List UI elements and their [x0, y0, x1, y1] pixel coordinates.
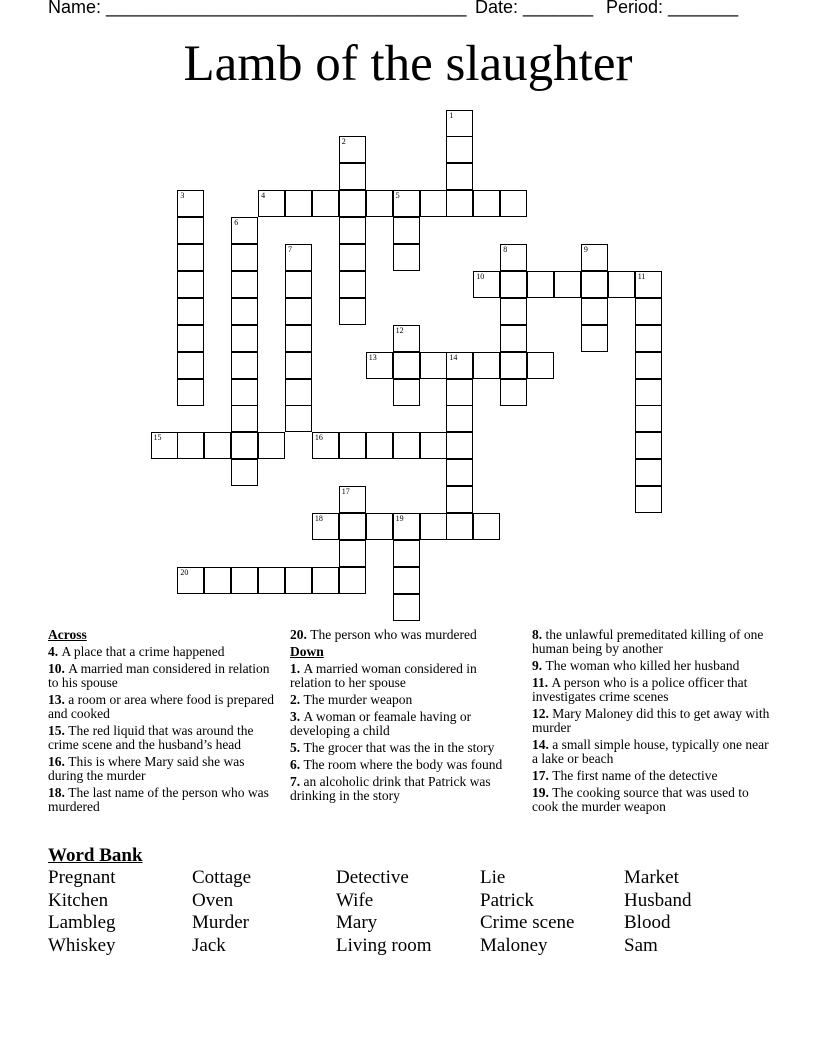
crossword-cell[interactable] [527, 352, 554, 379]
clue-item [48, 645, 278, 659]
clue-text: The first name of the detective [552, 768, 718, 783]
clue-text: an alcoholic drink that Patrick was drinking in the story [290, 774, 491, 803]
crossword-cell[interactable] [204, 432, 231, 459]
crossword-cell[interactable] [177, 325, 204, 352]
clue-number: 8. [532, 627, 546, 642]
crossword-cell[interactable] [446, 486, 473, 513]
crossword-cell[interactable] [231, 271, 258, 298]
clue-section-heading: Across [48, 627, 87, 642]
crossword-cell[interactable] [393, 432, 420, 459]
clue-item [290, 693, 515, 707]
crossword-cell[interactable] [393, 325, 420, 352]
crossword-cell[interactable] [177, 244, 204, 271]
clue-text: The grocer that was the in the story [303, 740, 495, 755]
crossword-cell[interactable] [339, 298, 366, 325]
word-bank-word: Murder [192, 912, 249, 934]
crossword-cell[interactable] [554, 271, 581, 298]
word-bank-word: Jack [192, 935, 226, 957]
crossword-cell[interactable] [393, 190, 420, 217]
crossword-cell[interactable] [312, 190, 339, 217]
crossword-cell[interactable] [393, 513, 420, 540]
crossword-cell[interactable] [420, 352, 447, 379]
crossword-cell[interactable] [231, 217, 258, 244]
crossword-cell[interactable] [339, 540, 366, 567]
clue-text: The red liquid that was around the crime scene and the husband’s head [48, 723, 254, 752]
word-bank-word: Lambleg [48, 912, 116, 934]
crossword-cell[interactable] [420, 190, 447, 217]
crossword-cell[interactable] [339, 163, 366, 190]
word-bank-word: Blood [624, 912, 671, 934]
clue-item [532, 707, 772, 735]
crossword-cell[interactable] [473, 190, 500, 217]
clue-number: 3 [180, 191, 185, 201]
crossword-cell[interactable] [393, 594, 420, 621]
crossword-cell[interactable] [285, 325, 312, 352]
crossword-cell[interactable] [177, 271, 204, 298]
crossword-cell[interactable] [500, 352, 527, 379]
crossword-cell[interactable] [635, 405, 662, 432]
crossword-cell[interactable] [258, 432, 285, 459]
clue-section-heading: Down [290, 644, 324, 659]
clue-item [532, 769, 772, 783]
crossword-cell[interactable] [635, 325, 662, 352]
crossword-cell[interactable] [393, 217, 420, 244]
crossword-cell[interactable] [258, 567, 285, 594]
crossword-cell[interactable] [231, 459, 258, 486]
crossword-cell[interactable] [366, 352, 393, 379]
crossword-cell[interactable] [446, 163, 473, 190]
clue-number: 15. [48, 723, 69, 738]
clue-text: A place that a crime happened [61, 644, 225, 659]
clue-number: 4 [261, 191, 266, 201]
crossword-cell[interactable] [339, 136, 366, 163]
crossword-cell[interactable] [339, 271, 366, 298]
clue-item [290, 775, 515, 803]
crossword-cell[interactable] [177, 379, 204, 406]
crossword-cell[interactable] [446, 432, 473, 459]
word-bank-word: Husband [624, 889, 692, 911]
crossword-cell[interactable] [231, 325, 258, 352]
crossword-cell[interactable] [285, 567, 312, 594]
clue-number: 9. [532, 658, 546, 673]
clue-number: 12. [532, 706, 553, 721]
crossword-cell[interactable] [446, 513, 473, 540]
clue-number: 19. [532, 785, 553, 800]
clue-number: 3. [290, 709, 304, 724]
clue-number: 2. [290, 692, 304, 707]
crossword-cell[interactable] [285, 298, 312, 325]
crossword-cell[interactable] [581, 325, 608, 352]
word-bank-word: Whiskey [48, 935, 116, 957]
crossword-cell[interactable] [635, 352, 662, 379]
clue-text: A married woman considered in relation to her spouse [290, 661, 477, 690]
clue-number: 5. [290, 740, 304, 755]
crossword-cell[interactable] [500, 271, 527, 298]
clue-number: 15 [153, 433, 162, 443]
clue-column-2 [290, 628, 515, 806]
crossword-cell[interactable] [312, 432, 339, 459]
clue-number: 7 [288, 245, 292, 254]
clue-number: 5 [395, 191, 400, 201]
word-bank-word: Detective [336, 867, 409, 888]
clue-text: The woman who killed her husband [545, 658, 740, 673]
word-bank-word: Crime scene [480, 912, 575, 934]
clue-number: 9 [583, 245, 588, 254]
crossword-cell[interactable] [151, 432, 178, 459]
clue-item [48, 755, 278, 783]
crossword-cell[interactable] [446, 459, 473, 486]
crossword-cell[interactable] [285, 352, 312, 379]
clue-text: This is where Mary said she was during the murder [48, 754, 245, 783]
crossword-cell[interactable] [500, 190, 527, 217]
clue-item [290, 628, 515, 642]
clue-item [290, 758, 515, 772]
crossword-cell[interactable] [231, 567, 258, 594]
clue-text: The last name of the person who was murdered [48, 785, 269, 814]
clue-item [290, 741, 515, 755]
clue-item [290, 710, 515, 738]
crossword-cell[interactable] [177, 567, 204, 594]
crossword-cell[interactable] [393, 352, 420, 379]
crossword-cell[interactable] [285, 271, 312, 298]
clue-text: a room or area where food is prepared and cooked [48, 692, 275, 721]
crossword-cell[interactable] [393, 379, 420, 406]
word-bank-word: Market [624, 867, 679, 888]
clue-item [290, 662, 515, 690]
clue-text: The cooking source that was used to cook the murder weapon [532, 785, 749, 814]
crossword-cell[interactable] [339, 486, 366, 513]
clue-text: the unlawful premeditated killing of one human being by another [532, 627, 764, 656]
crossword-cell[interactable] [393, 540, 420, 567]
word-bank-word: Cottage [192, 867, 252, 888]
clue-text: The room where the body was found [303, 757, 503, 772]
crossword-cell[interactable] [339, 190, 366, 217]
crossword-cell[interactable] [258, 190, 285, 217]
clue-item [532, 786, 772, 814]
crossword-cell[interactable] [177, 298, 204, 325]
crossword-cell[interactable] [393, 244, 420, 271]
word-bank-word: Kitchen [48, 889, 109, 911]
crossword-cell[interactable] [231, 405, 258, 432]
crossword-cell[interactable] [366, 432, 393, 459]
word-bank-word: Wife [336, 889, 374, 911]
word-bank-word: Maloney [480, 935, 548, 957]
clue-text: a small simple house, typically one near a lake or beach [532, 737, 769, 766]
crossword-cell[interactable] [635, 298, 662, 325]
crossword-cell[interactable] [608, 271, 635, 298]
clue-text: The person who was murdered [310, 627, 477, 642]
clue-column-3 [532, 628, 772, 817]
clue-item [532, 659, 772, 673]
clue-number: 7. [290, 774, 304, 789]
crossword-cell[interactable] [446, 379, 473, 406]
clue-number: 18. [48, 785, 69, 800]
crossword-cell[interactable] [473, 513, 500, 540]
clue-number: 10. [48, 661, 69, 676]
clue-number: 2 [341, 137, 346, 147]
clue-text: A married man considered in relation to his spouse [48, 661, 270, 690]
crossword-cell[interactable] [473, 352, 500, 379]
clue-number: 20 [180, 567, 189, 577]
clue-item [48, 693, 278, 721]
crossword-cell[interactable] [635, 486, 662, 513]
clue-number: 17 [341, 487, 350, 497]
crossword-cell[interactable] [446, 405, 473, 432]
clue-number: 12 [395, 325, 404, 335]
word-bank-word: Lie [480, 867, 506, 888]
clue-number: 14 [449, 352, 458, 362]
crossword-cell[interactable] [446, 352, 473, 379]
clue-number: 8 [503, 245, 508, 254]
clue-item [532, 628, 772, 656]
clue-number: 17. [532, 768, 553, 783]
crossword-cell[interactable] [635, 379, 662, 406]
clue-item [532, 738, 772, 766]
clue-number: 18 [314, 514, 323, 523]
clue-text: A person who is a police officer that investigates crime scenes [532, 675, 748, 704]
crossword-cell[interactable] [231, 432, 258, 459]
crossword-cell[interactable] [177, 352, 204, 379]
crossword-cell[interactable] [366, 513, 393, 540]
crossword-cell[interactable] [177, 190, 204, 217]
clue-item [48, 724, 278, 752]
word-bank-title: Word Bank [48, 845, 143, 866]
clue-number: 1 [449, 110, 454, 120]
crossword-cell[interactable] [635, 271, 662, 298]
period-field[interactable]: Period: _______ [606, 0, 739, 17]
crossword-cell[interactable] [339, 217, 366, 244]
crossword-cell[interactable] [420, 432, 447, 459]
crossword-cell[interactable] [339, 244, 366, 271]
word-bank-word: Living room [336, 935, 432, 957]
clue-number: 6 [234, 218, 239, 228]
name-field[interactable]: Name: ____________________________________ [48, 0, 467, 17]
crossword-cell[interactable] [177, 432, 204, 459]
crossword-cell[interactable] [446, 110, 473, 137]
word-bank-word: Mary [336, 912, 378, 934]
clue-number: 10 [476, 271, 485, 281]
clue-number: 16 [314, 433, 323, 443]
crossword-cell[interactable] [473, 271, 500, 298]
clue-number: 13. [48, 692, 69, 707]
crossword-cell[interactable] [285, 244, 312, 271]
crossword-cell[interactable] [581, 271, 608, 298]
clue-text: The murder weapon [303, 692, 413, 707]
crossword-cell[interactable] [446, 190, 473, 217]
clue-number: 13 [368, 352, 377, 362]
word-bank-word: Pregnant [48, 867, 116, 888]
word-bank-word: Oven [192, 889, 234, 911]
crossword-cell[interactable] [312, 567, 339, 594]
crossword-cell[interactable] [635, 432, 662, 459]
crossword-cell[interactable] [635, 459, 662, 486]
crossword-cell[interactable] [420, 513, 447, 540]
word-bank-word: Sam [624, 935, 658, 957]
date-field[interactable]: Date: _______ [475, 0, 594, 17]
clue-item [48, 662, 278, 690]
crossword-cell[interactable] [231, 244, 258, 271]
clue-number: 11 [637, 271, 646, 281]
crossword-cell[interactable] [339, 432, 366, 459]
crossword-cell[interactable] [500, 298, 527, 325]
clue-number: 6. [290, 757, 304, 772]
clue-number: 1. [290, 661, 304, 676]
clue-column-1 [48, 628, 278, 817]
clue-text: A woman or feamale having or developing a child [290, 709, 472, 738]
crossword-cell[interactable] [231, 379, 258, 406]
word-bank-word: Patrick [480, 889, 534, 911]
crossword-cell[interactable] [204, 567, 231, 594]
crossword-cell[interactable] [393, 567, 420, 594]
crossword-cell[interactable] [500, 379, 527, 406]
crossword-cell[interactable] [285, 379, 312, 406]
crossword-cell[interactable] [339, 513, 366, 540]
clue-number: 19 [395, 514, 404, 523]
crossword-cell[interactable] [177, 217, 204, 244]
clue-item [532, 676, 772, 704]
crossword-cell[interactable] [500, 244, 527, 271]
page-title: Lamb of the slaughter [183, 36, 633, 92]
crossword-cell[interactable] [581, 244, 608, 271]
clue-number: 16. [48, 754, 69, 769]
crossword-cell[interactable] [231, 352, 258, 379]
crossword-cell[interactable] [312, 513, 339, 540]
crossword-cell[interactable] [285, 405, 312, 432]
clue-number: 4. [48, 644, 62, 659]
clue-number: 14. [532, 737, 553, 752]
crossword-cell[interactable] [581, 298, 608, 325]
crossword-cell[interactable] [527, 271, 554, 298]
crossword-cell[interactable] [500, 325, 527, 352]
crossword-cell[interactable] [285, 190, 312, 217]
clue-text: Mary Maloney did this to get away with murder [532, 706, 770, 735]
clue-number: 20. [290, 627, 311, 642]
crossword-cell[interactable] [366, 190, 393, 217]
clue-number: 11. [532, 675, 552, 690]
crossword-cell[interactable] [339, 567, 366, 594]
crossword-cell[interactable] [231, 298, 258, 325]
crossword-cell[interactable] [446, 136, 473, 163]
clue-item [48, 786, 278, 814]
